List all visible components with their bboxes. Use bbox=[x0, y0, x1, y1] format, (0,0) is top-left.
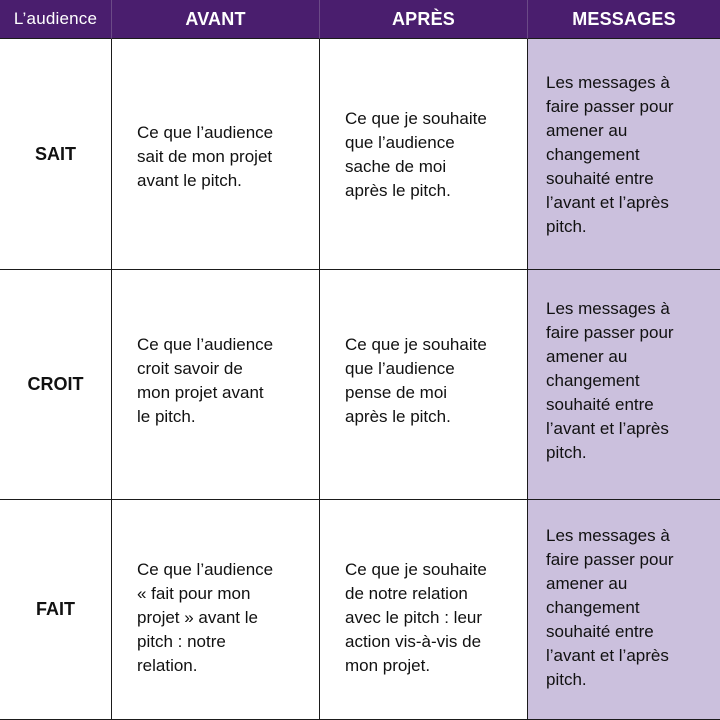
header-audience: L’audience bbox=[0, 0, 112, 39]
cell-sait-before bbox=[112, 39, 320, 270]
cell-croit-before bbox=[112, 270, 320, 500]
cell-text: Ce que l’audience croit savoir de mon projet avant le pitch. bbox=[137, 335, 274, 426]
cell-text: Les messages à faire passer pour amener au changement souhaité entre l’avant et l’après pitch. bbox=[546, 73, 674, 236]
cell-text: Ce que l’audience « fait pour mon projet » avant le pitch : notre relation. bbox=[137, 560, 274, 675]
cell-fait-messages bbox=[528, 500, 720, 720]
cell-text: Ce que je souhaite que l’audience pense de moi après le pitch. bbox=[345, 335, 487, 426]
cell-text: Ce que je souhaite de notre relation avec le pitch : leur action vis-à-vis de mon projet. bbox=[345, 560, 487, 675]
cell-text: Ce que je souhaite que l’audience sache de moi après le pitch. bbox=[345, 109, 487, 200]
cell-fait-before bbox=[112, 500, 320, 720]
cell-sait-after bbox=[320, 39, 528, 270]
cell-fait-after bbox=[320, 500, 528, 720]
header-before: AVANT bbox=[112, 0, 320, 39]
cell-text: Les messages à faire passer pour amener au changement souhaité entre l’avant et l’après pitch. bbox=[546, 526, 674, 689]
cell-croit-after bbox=[320, 270, 528, 500]
header-messages: MESSAGES bbox=[528, 0, 720, 39]
cell-sait-messages bbox=[528, 39, 720, 270]
cell-croit-messages bbox=[528, 270, 720, 500]
row-label-fait: FAIT bbox=[0, 500, 112, 720]
row-label-sait: SAIT bbox=[0, 39, 112, 270]
row-label-croit: CROIT bbox=[0, 270, 112, 500]
cell-text: Ce que l’audience sait de mon projet avant le pitch. bbox=[137, 123, 274, 190]
cell-text: Les messages à faire passer pour amener au changement souhaité entre l’avant et l’après pitch. bbox=[546, 299, 674, 462]
header-after: APRÈS bbox=[320, 0, 528, 39]
